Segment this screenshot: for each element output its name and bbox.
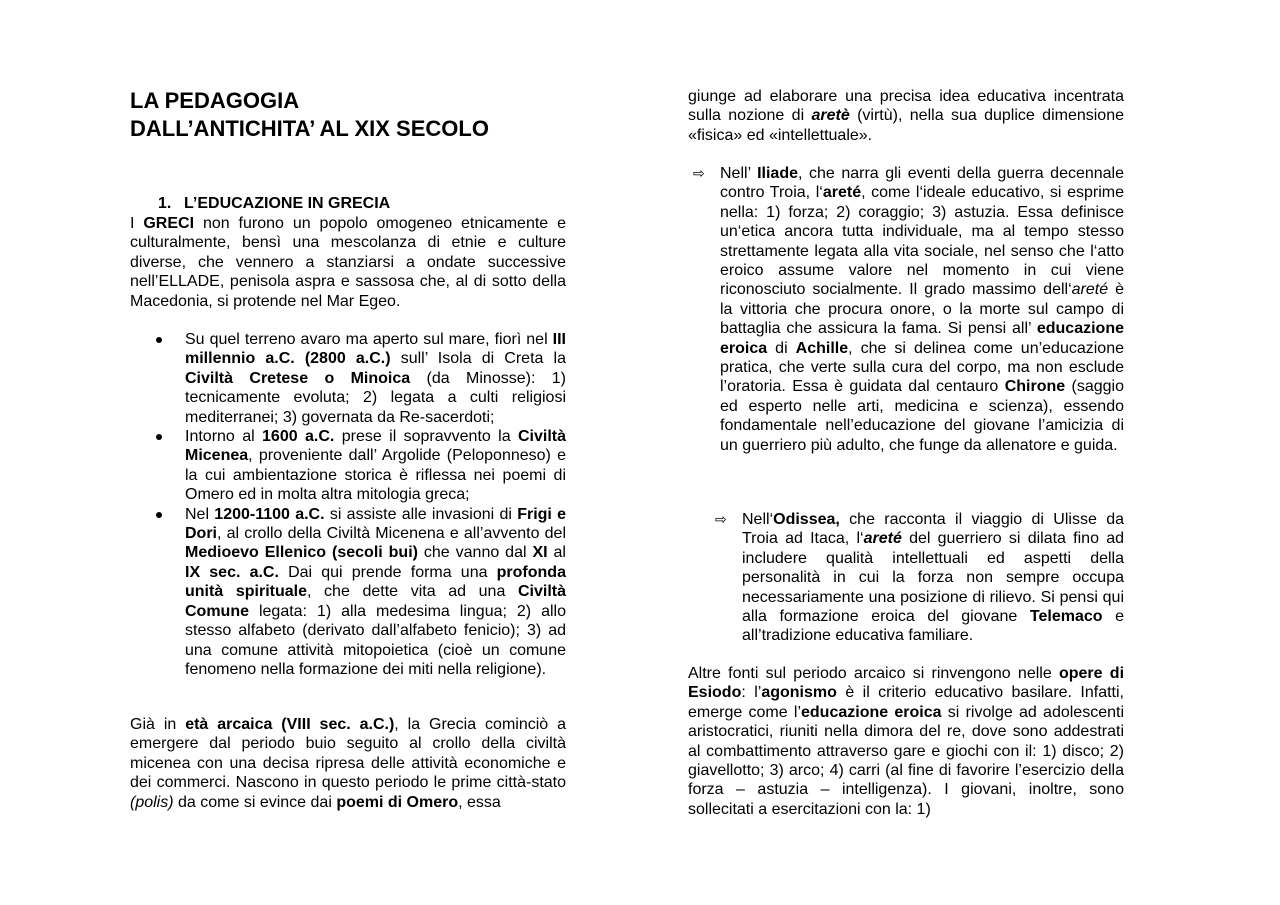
bullet-icon	[156, 337, 162, 343]
bold-text: IX sec. a.C.	[185, 563, 279, 581]
iliade-paragraph: Nell’ Iliade, che narra gli eventi della guerra decennale contro Troia, l‘areté, come l‘ideale educativo, si esprime nella: 1) forza; 2) coraggio; 3) astuzia. Essa definisce un‘etica ancora tutta individuale, ma al tempo stesso strettamente legata alla vita sociale, nel senso che l‘atto eroico assume valore nel momento in cui viene riconosciuto socialmente. Il grado massimo dell‘areté è la vittoria che procura onore, o la morte sul campo di battaglia che assicura la fama. Si pensi all’ educazione eroica di Achille, che si delinea come un’educazione pratica, che verte sulla cura del corpo, ma non esclude l’oratoria. Essa è guidata dal centauro Chirone (saggio ed esperto nelle arti, medicina e scienza), essendo fondamentale nell’educazione del giovane l’amicizia di un guerriero più adulto, che funge da allenatore e guida.	[720, 165, 1125, 454]
bold-text: areté	[863, 530, 902, 548]
bold-text: opere di Esiodo	[688, 665, 1125, 702]
bold-text: età arcaica (VIII sec. a.C.)	[185, 716, 395, 733]
bold-text: Telemaco	[1029, 608, 1103, 626]
odissea-paragraph: Nell‘Odissea, che racconta il viaggio di Ulisse da Troia ad Itaca, l‘areté del guerriero si dilata fino ad includere qualità intellettuali ed aspetti della personalità in cui la forza non sempre occupa necessariamente una posizione di rilievo. Si pensi qui alla formazione eroica del giovane Telemaco e all’tradizione educativa familiare.	[742, 511, 1125, 645]
bold-text: Civiltà Micenea	[185, 428, 567, 465]
bold-text: educazione eroica	[720, 320, 1124, 357]
italic-text: areté	[1071, 281, 1109, 299]
bullet-text: Nel 1200-1100 a.C. si assiste alle invasioni di Frigi e Dori, al crollo della Civiltà Micenena e all’avvento del Medioevo Ellenico (secoli bui) che vanno dal XI al IX sec. a.C. Dai qui prende forma una profonda unità spirituale, che dette vita ad una Civiltà Comune legata: 1) alla medesima lingua; 2) allo stesso alfabeto (derivato dall’alfabeto fenicio); 3) ad una comune attività mitopoietica (cioè un comune fenomeno nella formazione dei miti nella religione).	[185, 505, 567, 678]
bold-text: profonda unità spirituale	[185, 563, 566, 601]
bullet-icon	[156, 434, 162, 440]
section-heading-text: L’EDUCAZIONE IN GRECIA	[184, 195, 391, 212]
bold-text: Chirone	[1004, 378, 1066, 396]
italic-text: (polis)	[130, 793, 174, 811]
title-line-1: LA PEDAGOGIA	[130, 88, 300, 113]
list-item	[130, 427, 566, 505]
right-top-paragraph: giunge ad elaborare una precisa idea educativa incentrata sulla nozione di aretè (virtù), nella sua duplice dimensione «fisica» ed «intellettuale».	[688, 88, 1124, 144]
bold-text: Medioevo Ellenico (secoli bui)	[185, 544, 418, 562]
arrow-right-icon: ⇨	[715, 511, 727, 527]
bold-text: XI	[532, 544, 548, 562]
bold-text: Frigi e Dori	[185, 505, 567, 543]
bullet-list	[130, 330, 566, 679]
section-heading	[158, 193, 390, 215]
bold-text: Achille	[795, 339, 849, 357]
iliade-item	[693, 164, 1125, 455]
bold-text: educazione eroica	[801, 703, 942, 721]
bold-text: poemi di Omero	[336, 793, 459, 811]
title-line-2: DALL’ANTICHITA’ AL XIX SECOLO	[130, 116, 489, 141]
list-item	[130, 330, 566, 427]
bold-text: GRECI	[143, 215, 195, 232]
section-number: 1.	[158, 195, 172, 212]
bold-text: Civiltà Cretese o Minoica	[185, 369, 411, 387]
odissea-item	[715, 510, 1125, 646]
bold-text: Iliade	[757, 165, 798, 182]
list-item	[130, 505, 566, 680]
document-title	[130, 87, 590, 143]
bold-text: agonismo	[761, 684, 837, 702]
intro-paragraph: I GRECI non furono un popolo omogeneo etnicamente e culturalmente, bensì una mescolanza di etnie e culture diverse, che vennero a stanziarsi a ondate successive nell’ELLADE, penisola aspra e sassosa che, al di sotto della Macedonia, si protende nel Mar Egeo.	[130, 215, 567, 310]
bullet-icon	[156, 512, 162, 518]
altre-fonti-paragraph: Altre fonti sul periodo arcaico si rinvengono nelle opere di Esiodo: l’agonismo è il criterio educativo basilare. Infatti, emerge come l’educazione eroica si rivolge ad adolescenti aristocratici, riuniti nella dimora del re, dove sono addestrati al combattimento attraverso gare e giochi con il: 1) disco; 2) giavellotto; 3) arco; 4) carri (al fine di favorire l’esercizio della forza – astuzia – intelligenza). I giovani, inoltre, sono sollecitati a esercitazioni con la: 1)	[688, 665, 1125, 818]
arcaica-paragraph: Già in età arcaica (VIII sec. a.C.), la Grecia cominciò a emergere dal periodo buio seguito al crollo della civiltà micenea con una decisa ripresa delle attività economiche e dei commerci. Nascono in questo periodo le prime città-stato (polis) da come si evince dai poemi di Omero, essa	[130, 716, 566, 811]
bold-text: aretè	[811, 107, 850, 125]
bold-text: III millennio a.C. (2800 a.C.)	[185, 331, 566, 368]
bold-text: 1600 a.C.	[262, 428, 335, 446]
bold-text: areté	[822, 184, 862, 202]
bullet-text: Intorno al 1600 a.C. prese il sopravvento la Civiltà Micenea, proveniente dall’ Argolide (Peloponneso) e la cui ambientazione storica è riflessa nei poemi di Omero ed in molta altra mitologia greca;	[185, 428, 567, 504]
bold-text: Odissea,	[773, 511, 840, 528]
bold-text: Civiltà Comune	[185, 583, 567, 620]
bullet-text: Su quel terreno avaro ma aperto sul mare, fiorì nel III millennio a.C. (2800 a.C.) sull’ Isola di Creta la Civiltà Cretese o Minoica (da Minosse): 1) tecnicamente evoluta; 2) legata a culti religiosi mediterranei; 3) governata da Re-sacerdoti;	[185, 331, 567, 426]
arrow-right-icon: ⇨	[693, 165, 705, 181]
bold-text: 1200-1100 a.C.	[214, 505, 325, 523]
